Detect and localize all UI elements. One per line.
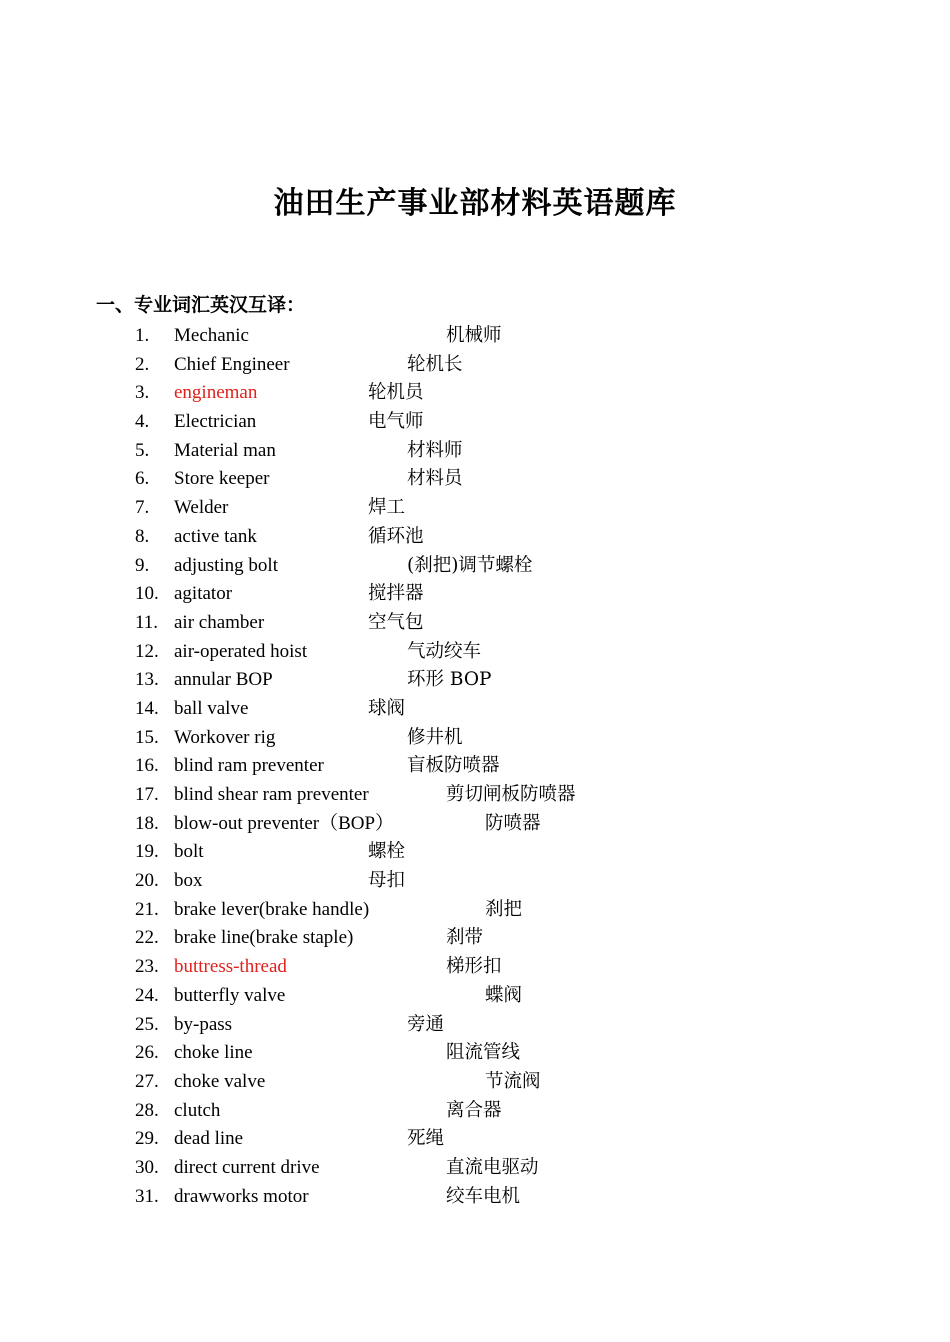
- item-number: 3.: [135, 382, 150, 404]
- list-item: [0, 896, 950, 925]
- item-number: 22.: [135, 927, 159, 949]
- item-english-term: brake line(brake staple): [174, 927, 354, 949]
- list-item: [0, 781, 950, 810]
- item-chinese-term: 绞车电机: [446, 1185, 521, 1207]
- item-english-term: butterfly valve: [174, 984, 286, 1006]
- list-item: [0, 695, 950, 724]
- item-chinese-term: 环形 BOP: [407, 669, 492, 691]
- item-english-term: air chamber: [174, 611, 265, 633]
- list-item: [0, 1125, 950, 1154]
- item-number: 21.: [135, 898, 159, 920]
- section-heading: 一、专业词汇英汉互译：: [96, 294, 306, 316]
- item-number: 18.: [135, 812, 159, 834]
- item-number: 13.: [135, 669, 159, 691]
- list-item: [0, 379, 950, 408]
- item-number: 16.: [135, 755, 159, 777]
- item-number: 7.: [135, 497, 150, 519]
- item-number: 1.: [135, 325, 150, 346]
- item-chinese-term: 搅拌器: [368, 583, 424, 605]
- list-item: [0, 1097, 950, 1126]
- item-number: 8.: [135, 525, 150, 547]
- item-number: 15.: [135, 726, 159, 748]
- item-english-term: air-operated hoist: [174, 640, 308, 662]
- item-chinese-term: 刹把: [485, 898, 523, 920]
- list-item: [0, 982, 950, 1011]
- item-number: 11.: [135, 611, 159, 633]
- item-chinese-term: 机械师: [446, 325, 502, 346]
- item-english-term: blow-out preventer（BOP）: [174, 812, 395, 834]
- item-chinese-term: 母扣: [368, 870, 406, 892]
- item-english-term: Store keeper: [174, 468, 270, 490]
- list-item: [0, 1068, 950, 1097]
- item-number: 19.: [135, 841, 159, 863]
- item-chinese-term: 直流电驱动: [446, 1156, 539, 1178]
- list-item: [0, 552, 950, 581]
- vocab-list: [0, 322, 950, 1211]
- item-english-term: Chief Engineer: [174, 353, 290, 375]
- list-item: [0, 437, 950, 466]
- list-item: [0, 810, 950, 839]
- item-chinese-term: 死绳: [407, 1128, 445, 1150]
- list-item: [0, 351, 950, 380]
- item-english-term: box: [174, 870, 203, 892]
- item-english-term: annular BOP: [174, 669, 273, 691]
- item-number: 25.: [135, 1013, 159, 1035]
- item-english-term: blind ram preventer: [174, 755, 324, 777]
- item-english-term: direct current drive: [174, 1156, 320, 1178]
- item-english-term: bolt: [174, 841, 204, 863]
- item-english-term: by-pass: [174, 1013, 233, 1035]
- item-english-term: Welder: [174, 497, 229, 519]
- item-english-term: Workover rig: [174, 726, 276, 748]
- item-number: 20.: [135, 870, 159, 892]
- list-item: [0, 1011, 950, 1040]
- list-item: [0, 1039, 950, 1068]
- item-english-term: Electrician: [174, 411, 257, 433]
- list-item: [0, 953, 950, 982]
- item-chinese-term: 剪切闸板防喷器: [446, 784, 576, 805]
- item-chinese-term: 轮机长: [407, 353, 463, 375]
- item-number: 14.: [135, 697, 159, 719]
- item-english-term: blind shear ram preventer: [174, 784, 369, 805]
- list-item: [0, 609, 950, 638]
- item-chinese-term: 旁通: [407, 1013, 445, 1035]
- item-chinese-term: 焊工: [368, 497, 406, 519]
- item-english-term: engineman: [174, 382, 258, 404]
- list-item: [0, 523, 950, 552]
- item-number: 23.: [135, 956, 159, 978]
- item-chinese-term: 离合器: [446, 1099, 502, 1121]
- list-item: [0, 638, 950, 667]
- item-chinese-term: 空气包: [368, 611, 424, 633]
- list-item: [0, 322, 950, 351]
- item-english-term: Material man: [174, 439, 276, 461]
- item-number: 28.: [135, 1099, 159, 1121]
- item-chinese-term: 修井机: [407, 726, 463, 748]
- item-number: 4.: [135, 411, 150, 433]
- page-title: 油田生产事业部材料英语题库: [273, 186, 677, 221]
- item-chinese-term: 循环池: [368, 525, 424, 547]
- item-number: 31.: [135, 1185, 159, 1207]
- item-english-term: adjusting bolt: [174, 554, 278, 576]
- item-english-term: drawworks motor: [174, 1185, 309, 1207]
- item-number: 29.: [135, 1128, 159, 1150]
- item-english-term: agitator: [174, 583, 233, 605]
- list-item: [0, 580, 950, 609]
- list-item: [0, 1183, 950, 1212]
- item-chinese-term: (刹把)调节螺栓: [407, 554, 533, 576]
- item-chinese-term: 球阀: [368, 697, 406, 719]
- item-number: 6.: [135, 468, 150, 490]
- list-item: [0, 924, 950, 953]
- item-chinese-term: 材料员: [407, 468, 463, 490]
- list-item: [0, 465, 950, 494]
- list-item: [0, 1154, 950, 1183]
- item-chinese-term: 刹带: [446, 927, 484, 949]
- item-english-term: clutch: [174, 1099, 221, 1121]
- item-english-term: choke line: [174, 1042, 253, 1064]
- item-english-term: choke valve: [174, 1070, 266, 1092]
- item-number: 17.: [135, 784, 159, 805]
- item-english-term: brake lever(brake handle): [174, 898, 370, 920]
- item-number: 5.: [135, 439, 150, 461]
- item-chinese-term: 蝶阀: [485, 984, 523, 1006]
- item-chinese-term: 气动绞车: [407, 640, 482, 662]
- item-chinese-term: 梯形扣: [446, 956, 502, 978]
- item-chinese-term: 轮机员: [368, 382, 424, 404]
- item-chinese-term: 节流阀: [485, 1070, 541, 1092]
- item-number: 26.: [135, 1042, 159, 1064]
- item-english-term: dead line: [174, 1128, 244, 1150]
- item-number: 2.: [135, 353, 150, 375]
- list-item: [0, 494, 950, 523]
- item-chinese-term: 电气师: [368, 411, 424, 433]
- item-english-term: ball valve: [174, 697, 249, 719]
- item-chinese-term: 盲板防喷器: [407, 755, 500, 777]
- item-chinese-term: 螺栓: [368, 841, 406, 863]
- item-chinese-term: 阻流管线: [446, 1042, 521, 1064]
- item-number: 30.: [135, 1156, 159, 1178]
- list-item: [0, 752, 950, 781]
- item-number: 10.: [135, 583, 159, 605]
- list-item: [0, 838, 950, 867]
- item-english-term: Mechanic: [174, 325, 249, 346]
- item-number: 24.: [135, 984, 159, 1006]
- item-chinese-term: 防喷器: [485, 812, 541, 834]
- list-item: [0, 666, 950, 695]
- list-item: [0, 867, 950, 896]
- item-number: 9.: [135, 554, 150, 576]
- list-item: [0, 724, 950, 753]
- item-number: 27.: [135, 1070, 159, 1092]
- item-english-term: active tank: [174, 525, 257, 547]
- item-number: 12.: [135, 640, 159, 662]
- list-item: [0, 408, 950, 437]
- item-english-term: buttress-thread: [174, 956, 287, 978]
- item-chinese-term: 材料师: [407, 439, 463, 461]
